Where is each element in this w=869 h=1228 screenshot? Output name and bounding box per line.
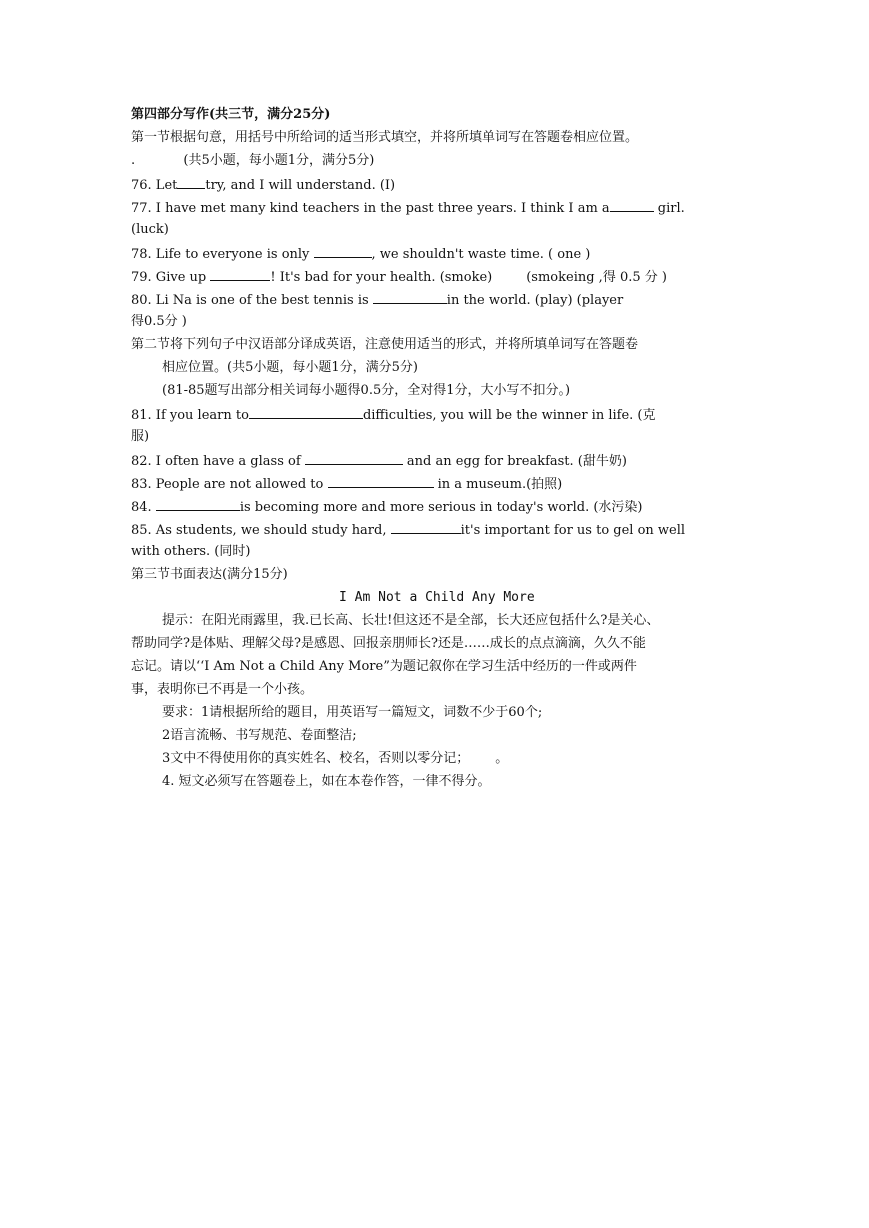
essay-hint-line-3: 忘记。请以‘‘I Am Not a Child Any More”为题记叙你在学习生活中经历的一件或两件: [131, 659, 637, 674]
question-77: 77. I have met many kind teachers in the past three years. I think I am a girl.: [131, 198, 685, 218]
question-85-cont: with others. (同时): [131, 544, 251, 559]
answer-blank-80[interactable]: [373, 290, 447, 304]
answer-blank-78[interactable]: [314, 244, 372, 258]
answer-blank-82[interactable]: [305, 451, 403, 465]
answer-blank-81[interactable]: [249, 405, 363, 419]
question-82: 82. I often have a glass of and an egg for breakfast. (甜牛奶): [131, 451, 627, 471]
question-83: 83. People are not allowed to in a museum.(拍照): [131, 474, 562, 494]
section1-note-line: [131, 152, 374, 170]
question-80: 80. Li Na is one of the best tennis is in the world. (play) (player: [131, 290, 623, 310]
question-77-hint: (luck): [131, 222, 169, 237]
question-80-hint: 得0.5分 ): [131, 314, 187, 329]
answer-blank-79[interactable]: [210, 267, 270, 281]
section2-title-cont: 相应位置。(共5小题，每小题1分，满分5分): [162, 360, 418, 375]
essay-hint-line-4: 事，表明你已不再是一个小孩。: [131, 682, 314, 697]
section1-note: (共5小题，每小题1分，满分5分): [183, 153, 375, 168]
question-79: 79. Give up ! It's bad for your health. (smoke) (smokeing ,得 0.5 分 ): [131, 267, 667, 287]
essay-title: I Am Not a Child Any More: [339, 590, 535, 605]
question-76: 76. Let try, and I will understand. (I): [131, 175, 395, 195]
section2-note: (81-85题写出部分相关词每小题得0.5分，全对得1分，大小写不扣分。): [162, 383, 571, 398]
part4-heading: 第四部分写作(共三节，满分25分): [131, 107, 331, 122]
answer-blank-77[interactable]: [610, 198, 654, 212]
section3-title: 第三节书面表达(满分15分): [131, 567, 288, 582]
requirement-3-dot: 。: [495, 751, 509, 766]
section2-title: 第二节将下列句子中汉语部分译成英语，注意使用适当的形式，并将所填单词写在答题卷: [131, 337, 639, 352]
answer-blank-85[interactable]: [391, 520, 461, 534]
question-81-hint: 服): [131, 429, 150, 444]
essay-hint-line-2: 帮助同学?是体贴、理解父母?是感恩、回报亲朋师长?还是……成长的点点滴滴，久久不能: [131, 636, 646, 651]
requirement-4: 4. 短文必须写在答题卷上，如在本卷作答，一律不得分。: [162, 774, 491, 789]
question-81: 81. If you learn to difficulties, you will be the winner in life. (克: [131, 405, 656, 425]
answer-blank-84[interactable]: [156, 497, 240, 511]
requirement-2: 2语言流畅、书写规范、卷面整洁;: [162, 728, 357, 743]
question-85: 85. As students, we should study hard, it's important for us to gel on well: [131, 520, 685, 540]
requirement-1: 要求：1请根据所给的题目，用英语写一篇短文，词数不少于60个;: [162, 705, 543, 720]
section1-title: 第一节根据句意，用括号中所给词的适当形式填空，并将所填单词写在答题卷相应位置。: [131, 130, 639, 145]
requirement-3: 3文中不得使用你的真实姓名、校名，否则以零分记； 。: [162, 751, 509, 766]
question-84: 84. is becoming more and more serious in today's world. (水污染): [131, 497, 642, 517]
answer-blank-83[interactable]: [328, 474, 434, 488]
answer-blank-76[interactable]: [177, 175, 205, 189]
essay-hint-line-1: 提示：在阳光雨露里，我.已长高、长壮!但这还不是全部，长大还应包括什么?是关心、: [162, 613, 660, 628]
section1-note-dot: .: [131, 153, 136, 168]
question-78: 78. Life to everyone is only , we shouldn't waste time. ( one ): [131, 244, 590, 264]
